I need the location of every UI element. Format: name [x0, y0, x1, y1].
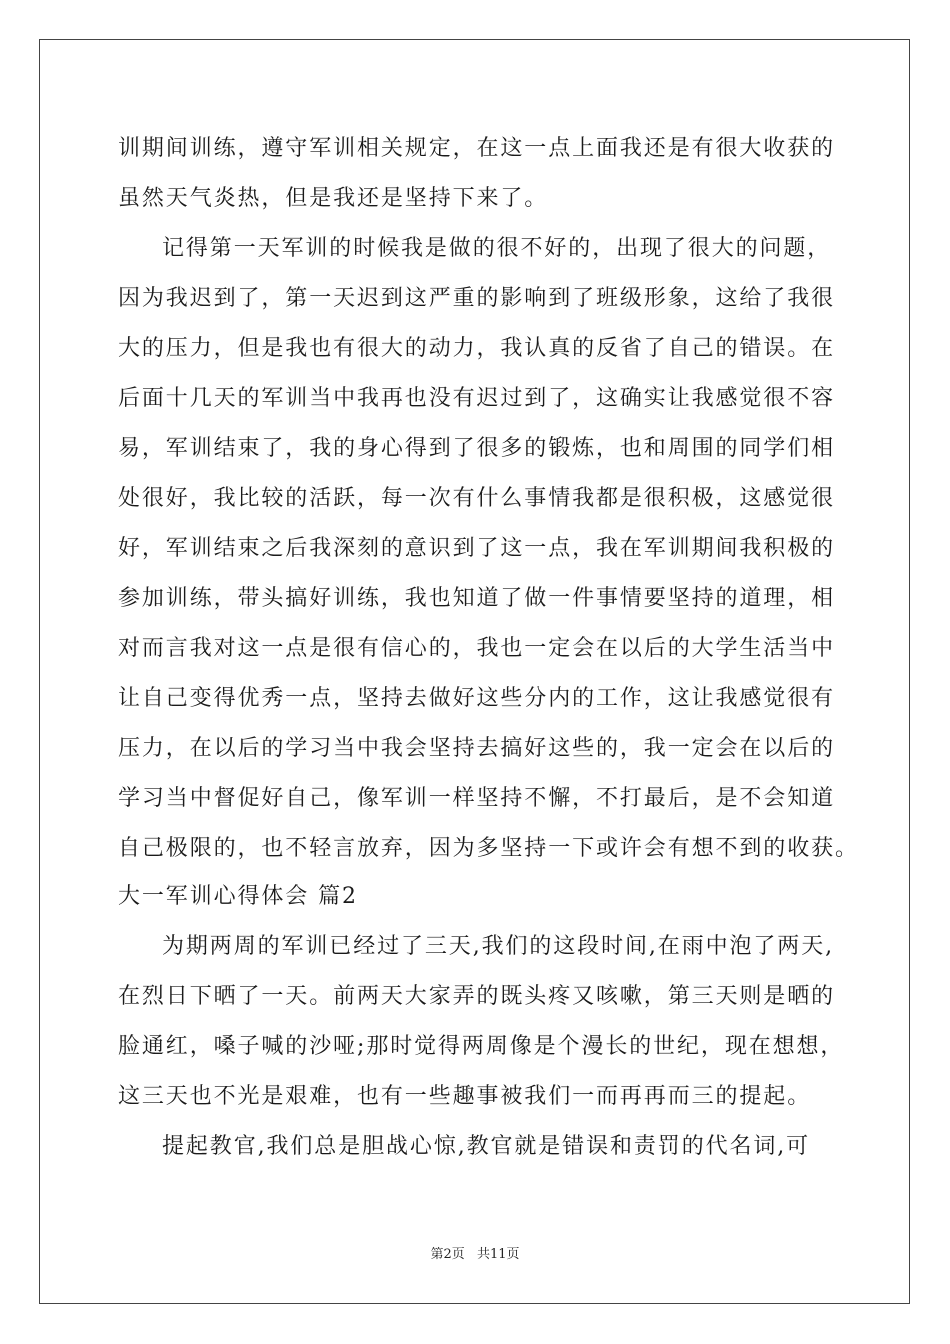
page-border: [39, 39, 910, 1304]
text-line: 这三天也不光是艰难，也有一些趣事被我们一而再再而三的提起。: [118, 1084, 812, 1109]
section-heading: 大一军训心得体会 篇2: [118, 884, 358, 909]
page-number: 第2页: [430, 1247, 465, 1262]
text-line: 自己极限的，也不轻言放弃，因为多坚持一下或许会有想不到的收获。: [118, 836, 859, 861]
text-line: 因为我迟到了，第一天迟到这严重的影响到了班级形象，这给了我很: [118, 286, 836, 311]
text-line: 虽然天气炎热，但是我还是坚持下来了。: [118, 186, 549, 211]
text-line: 大的压力，但是我也有很大的动力，我认真的反省了自己的错误。在: [118, 336, 836, 361]
page-footer: [0, 1246, 950, 1264]
text-line: 参加训练，带头搞好训练，我也知道了做一件事情要坚持的道理，相: [118, 586, 836, 611]
paragraph-start-line: 为期两周的军训已经过了三天,我们的这段时间,在雨中泡了两天,: [162, 934, 834, 959]
text-line: 易，军训结束了，我的身心得到了很多的锻炼，也和周围的同学们相: [118, 436, 836, 461]
text-line: 学习当中督促好自己，像军训一样坚持不懈，不打最后，是不会知道: [118, 786, 836, 811]
paragraph-start-line: 记得第一天军训的时候我是做的很不好的，出现了很大的问题，: [162, 236, 832, 261]
text-line: 脸通红，嗓子喊的沙哑;那时觉得两周像是个漫长的世纪，现在想想，: [118, 1034, 845, 1059]
text-line: 后面十几天的军训当中我再也没有迟过到了，这确实让我感觉很不容: [118, 386, 836, 411]
text-line: 在烈日下晒了一天。前两天大家弄的既头疼又咳嗽，第三天则是晒的: [118, 984, 836, 1009]
paragraph-start-line: 提起教官,我们总是胆战心惊,教官就是错误和责罚的代名词,可: [162, 1134, 811, 1159]
text-line: 训期间训练，遵守军训相关规定，在这一点上面我还是有很大收获的: [118, 136, 836, 161]
text-line: 好，军训结束之后我深刻的意识到了这一点，我在军训期间我积极的: [118, 536, 836, 561]
text-line: 压力，在以后的学习当中我会坚持去搞好这些的，我一定会在以后的: [118, 736, 836, 761]
page-total: 共11页: [476, 1247, 520, 1262]
text-line: 让自己变得优秀一点，坚持去做好这些分内的工作，这让我感觉很有: [118, 686, 836, 711]
text-line: 对而言我对这一点是很有信心的，我也一定会在以后的大学生活当中: [118, 636, 836, 661]
text-line: 处很好，我比较的活跃，每一次有什么事情我都是很积极，这感觉很: [118, 486, 836, 511]
